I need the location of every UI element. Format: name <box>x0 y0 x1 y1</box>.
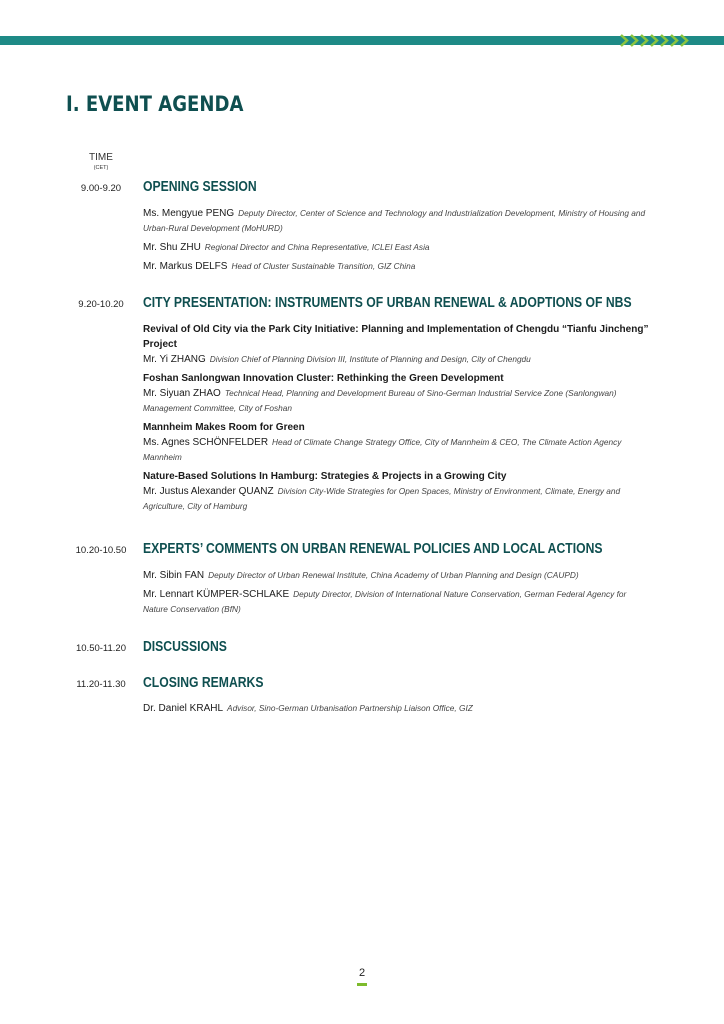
speaker-entry <box>143 352 653 367</box>
session-talks <box>143 322 653 514</box>
speaker-role: Deputy Director of Urban Renewal Institute, China Academy of Urban Planning and Design (CAUPD) <box>208 570 579 580</box>
header-accent-bar <box>0 36 724 45</box>
speaker-role: Advisor, Sino-German Urbanisation Partnership Liaison Office, GIZ <box>227 703 473 713</box>
speaker-role: Deputy Director, Center of Science and Technology and Industrialization Development, Ministry of Housing and Urban-Rural Development (MoHURD) <box>143 208 646 233</box>
chevron-right-icon <box>680 34 689 47</box>
speaker-entry <box>143 587 653 617</box>
speaker-entry <box>143 386 653 416</box>
chevron-right-icon <box>630 34 639 47</box>
timezone-label: (CET) <box>93 165 109 171</box>
speaker-name: Dr. Daniel KRAHL <box>143 703 224 714</box>
speaker-entry <box>143 701 653 716</box>
speaker-name: Mr. Sibin FAN <box>143 570 205 581</box>
speaker-name: Mr. Yi ZHANG <box>143 354 206 365</box>
session-time: 10.50-11.20 <box>75 643 126 654</box>
talk-topic: Revival of Old City via the Park City Initiative: Planning and Implementation of Chengdu “Tianfu Jincheng” Project <box>143 324 649 350</box>
page-title: I. EVENT AGENDA <box>66 92 244 116</box>
speaker-name: Mr. Siyuan ZHAO <box>143 388 221 399</box>
session-title: EXPERTS’ COMMENTS ON URBAN RENEWAL POLICIES AND LOCAL ACTIONS <box>143 541 603 557</box>
header-chevrons <box>620 34 690 47</box>
session-time: 10.20-10.50 <box>75 545 127 556</box>
speaker-entry <box>143 435 653 465</box>
session-title: OPENING SESSION <box>143 179 257 195</box>
speaker-entry <box>143 568 653 583</box>
speaker-name: Ms. Agnes SCHÖNFELDER <box>143 437 269 448</box>
session-speakers <box>143 206 653 274</box>
speaker-entry <box>143 206 653 236</box>
session-speakers <box>143 701 653 716</box>
session-time: 11.20-11.30 <box>76 679 126 690</box>
chevron-right-icon <box>640 34 649 47</box>
session-time: 9.00-9.20 <box>80 183 122 194</box>
speaker-role: Head of Cluster Sustainable Transition, GIZ China <box>231 261 416 271</box>
speaker-role: Division Chief of Planning Division III, Institute of Planning and Design, City of Chengdu <box>209 354 531 364</box>
talk-topic: Foshan Sanlongwan Innovation Cluster: Rethinking the Green Development <box>143 373 504 384</box>
chevron-right-icon <box>650 34 659 47</box>
speaker-role: Division City-Wide Strategies for Open Spaces, Ministry of Environment, Climate, Energy and Agriculture, City of Hamburg <box>143 486 621 511</box>
session-time: 9.20-10.20 <box>78 299 124 310</box>
speaker-name: Mr. Markus DELFS <box>143 261 228 272</box>
page-number: 2 <box>358 967 366 979</box>
speaker-name: Mr. Lennart KÜMPER-SCHLAKE <box>143 589 290 600</box>
talk-topic: Mannheim Makes Room for Green <box>143 422 305 433</box>
speaker-role: Technical Head, Planning and Development Bureau of Sino-German Industrial Service Zone (Sanlongwan) Management Committee, City of Foshan <box>143 388 617 413</box>
speaker-name: Mr. Shu ZHU <box>143 242 201 253</box>
time-column-header <box>60 152 142 172</box>
speaker-entry <box>143 240 653 255</box>
session-speakers <box>143 568 653 617</box>
speaker-role: Regional Director and China Representative, ICLEI East Asia <box>204 242 430 252</box>
speaker-role: Deputy Director, Division of International Nature Conservation, German Federal Agency for Nature Conservation (BfN) <box>143 589 627 614</box>
chevron-right-icon <box>670 34 679 47</box>
chevron-right-icon <box>620 34 629 47</box>
speaker-entry <box>143 484 653 514</box>
time-label: TIME <box>89 152 113 163</box>
talk-topic: Nature-Based Solutions In Hamburg: Strategies & Projects in a Growing City <box>143 471 507 482</box>
speaker-name: Mr. Justus Alexander QUANZ <box>143 486 274 497</box>
speaker-name: Ms. Mengyue PENG <box>143 208 235 219</box>
session-title: CLOSING REMARKS <box>143 675 264 691</box>
speaker-entry <box>143 259 653 274</box>
session-title: CITY PRESENTATION: INSTRUMENTS OF URBAN RENEWAL & ADOPTIONS OF NBS <box>143 295 632 311</box>
session-title: DISCUSSIONS <box>143 639 227 655</box>
chevron-right-icon <box>660 34 669 47</box>
speaker-role: Head of Climate Change Strategy Office, City of Mannheim & CEO, The Climate Action Agency Mannheim <box>143 437 622 462</box>
page-number-underline <box>357 983 367 986</box>
